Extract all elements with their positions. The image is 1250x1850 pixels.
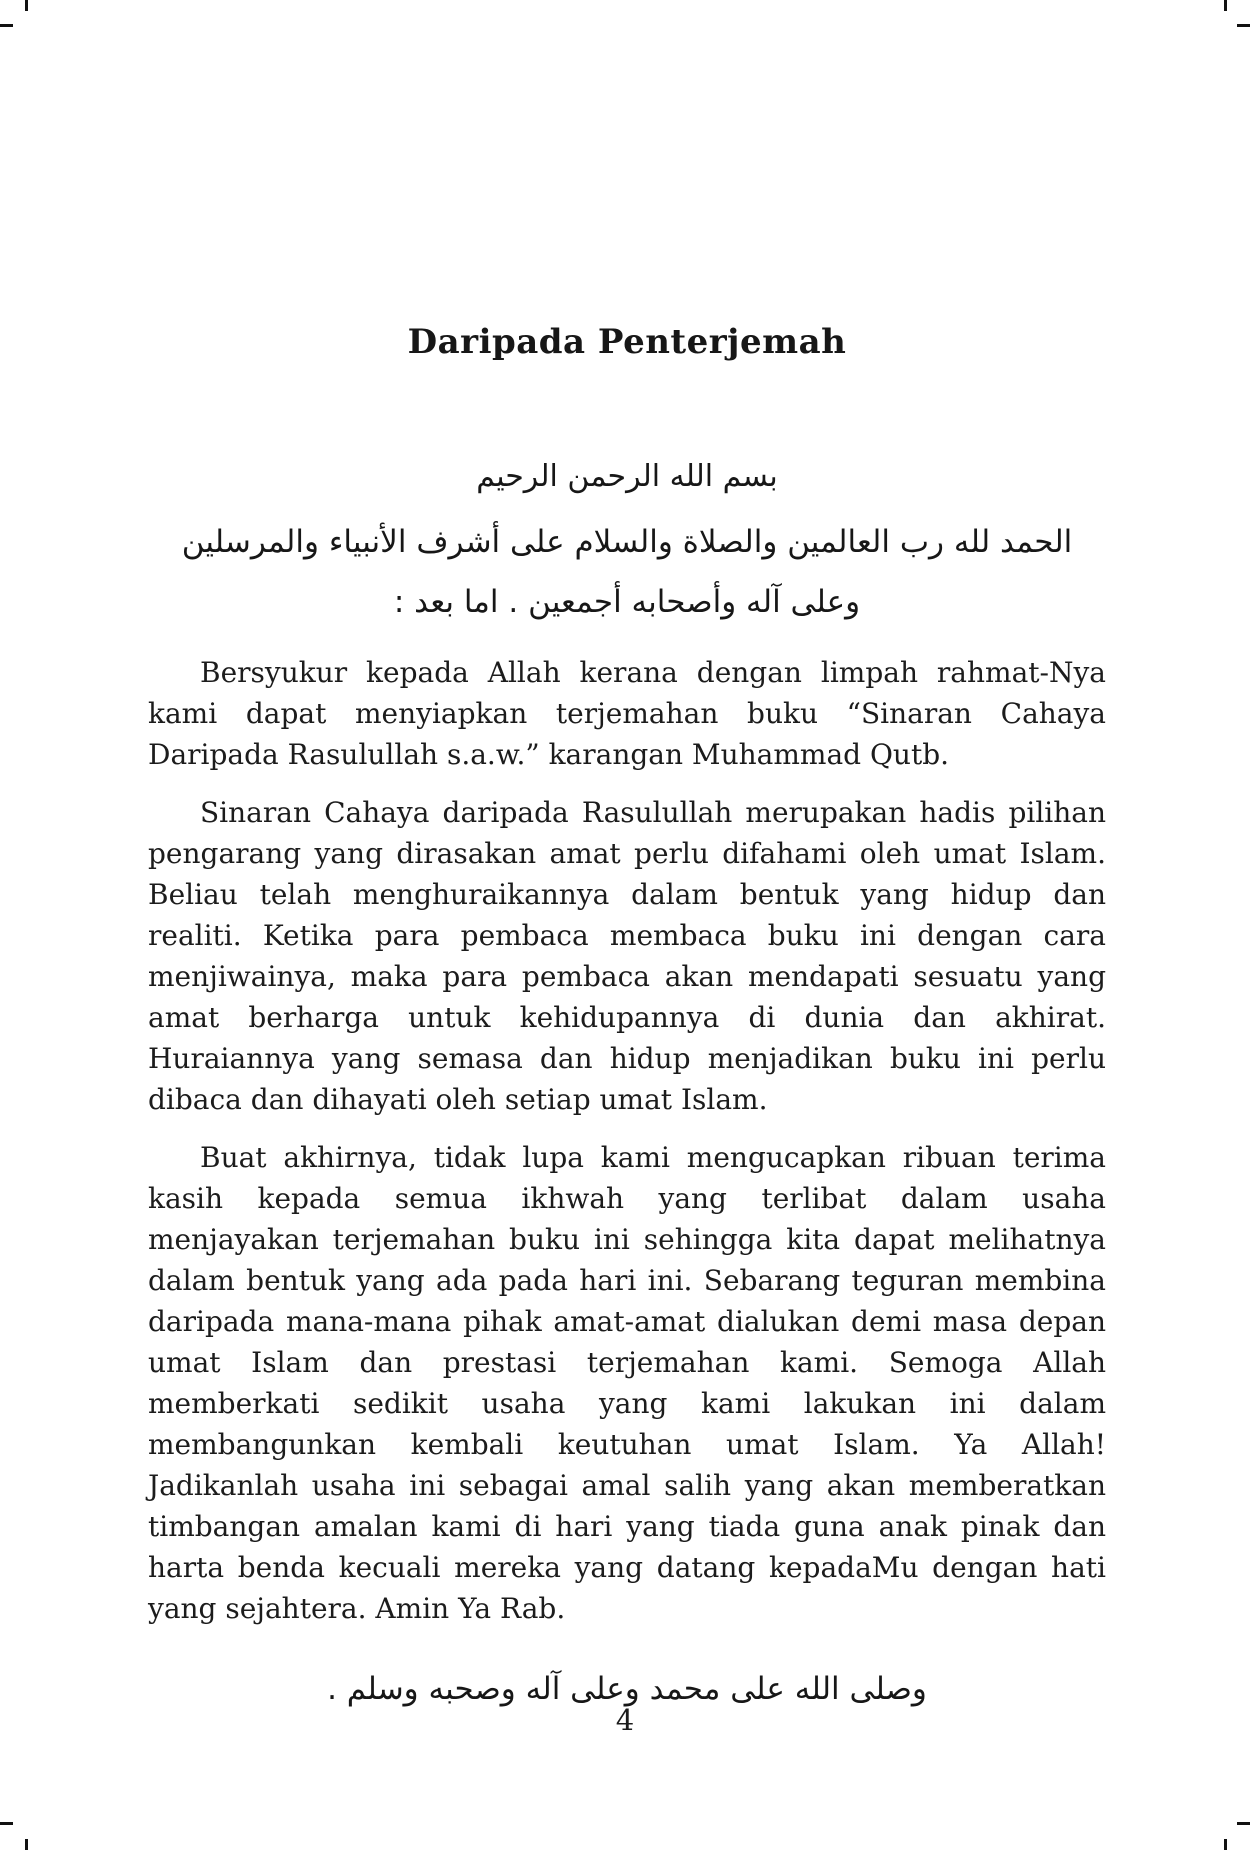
crop-mark-top-right-vertical <box>1224 0 1227 11</box>
crop-mark-bottom-left-horizontal <box>0 1822 13 1825</box>
arabic-opening-line-2: وعلى آله وأصحابه أجمعين . اما بعد : <box>393 584 861 620</box>
crop-mark-bottom-right-vertical <box>1224 1839 1227 1850</box>
body-paragraph-1: Bersyukur kepada Allah kerana dengan limpah rahmat-Nya kami dapat menyiapkan terjemahan buku “Sinaran Cahaya Daripada Rasulullah s.a.w.” karangan Muhammad Qutb. <box>148 656 1106 771</box>
crop-mark-bottom-right-horizontal <box>1237 1822 1250 1825</box>
bismillah-calligraphy: بسم الله الرحمن الرحيم <box>476 459 778 494</box>
crop-mark-bottom-left-vertical <box>25 1839 28 1850</box>
arabic-closing-line: وصلى الله على محمد وعلى آله وصحبه وسلم . <box>327 1671 927 1707</box>
body-paragraph-2: Sinaran Cahaya daripada Rasulullah merupakan hadis pilihan pengarang yang dirasakan amat perlu difahami oleh umat Islam. Beliau telah menghuraikannya dalam bentuk yang hidup dan realiti. Ketika para pembaca membaca buku ini dengan cara menjiwainya, maka para pembaca akan mendapati sesuatu yang amat berharga untuk kehidupannya di dunia dan akhirat. Huraiannya yang semasa dan hidup menjadikan buku ini perlu dibaca dan dihayati oleh setiap umat Islam. <box>148 796 1106 1116</box>
page-number: 4 <box>615 1703 635 1737</box>
body-paragraph-3: Buat akhirnya, tidak lupa kami mengucapkan ribuan terima kasih kepada semua ikhwah yang terlibat dalam usaha menjayakan terjemahan buku ini sehingga kita dapat melihatnya dalam bentuk yang ada pada hari ini. Sebarang teguran membina daripada mana-mana pihak amat-amat dialukan demi masa depan umat Islam dan prestasi terjemahan kami. Semoga Allah memberkati sedikit usaha yang kami lakukan ini dalam membangunkan kembali keutuhan umat Islam. Ya Allah! Jadikanlah usaha ini sebagai amal salih yang akan memberatkan timbangan amalan kami di hari yang tiada guna anak pinak dan harta benda kecuali mereka yang datang kepadaMu dengan hati yang sejahtera. Amin Ya Rab. <box>148 1141 1106 1625</box>
crop-mark-top-right-horizontal <box>1237 24 1250 27</box>
arabic-opening-line-1: الحمد لله رب العالمين والصلاة والسلام على أشرف الأنبياء والمرسلين <box>181 524 1073 560</box>
page-content <box>148 0 1106 1715</box>
crop-mark-top-left-horizontal <box>0 24 13 27</box>
crop-mark-top-left-vertical <box>25 0 28 11</box>
page-title: Daripada Penterjemah <box>407 322 847 362</box>
